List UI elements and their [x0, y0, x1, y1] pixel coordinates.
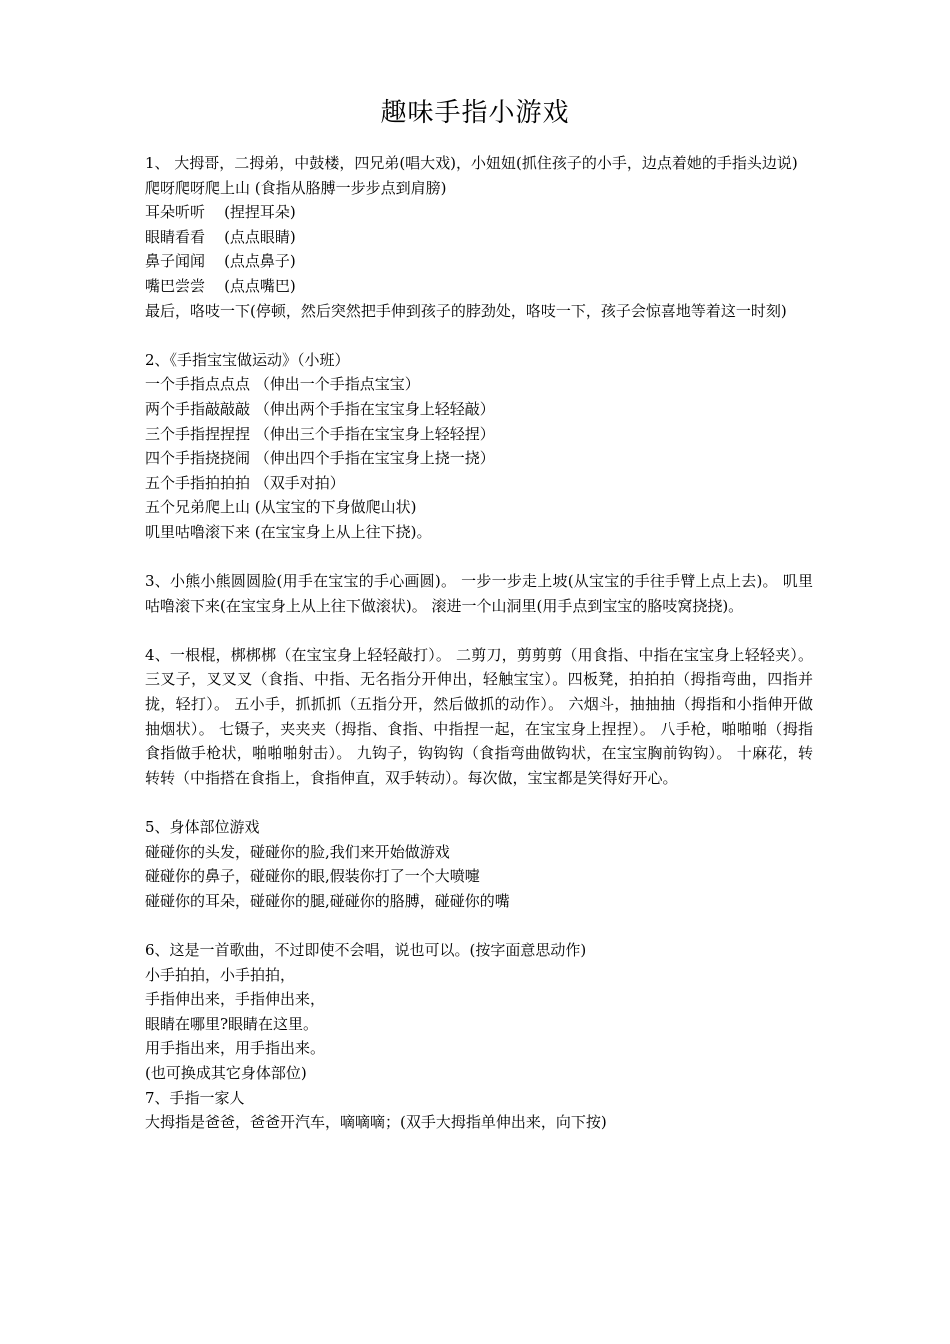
section-3-paragraph: 3、小熊小熊圆圆脸(用手在宝宝的手心画圆)。 一步一步走上坡(从宝宝的手往手臂上点上去)。 叽里咕噜滚下来(在宝宝身上从上往下做滚状)。 滚进一个山洞里(用手点到宝宝的胳吱窝挠挠)。 [145, 572, 813, 615]
section-5-line: 碰碰你的鼻子，碰碰你的眼,假装你打了一个大喷嚏 [145, 867, 480, 886]
section-7 [145, 1086, 813, 1135]
section-2-line: 一个手指点点点 （伸出一个手指点宝宝） [145, 375, 420, 394]
section-1-last: 最后，咯吱一下(停顿，然后突然把手伸到孩子的脖劲处，咯吱一下，孩子会惊喜地等着这一时刻) [145, 301, 787, 320]
section-6 [145, 938, 813, 1086]
paragraph-gap [145, 618, 813, 643]
section-7-line: 大拇指是爸爸，爸爸开汽车，嘀嘀嘀；(双手大拇指单伸出来，向下按) [145, 1113, 607, 1132]
section-6-line: 小手拍拍，小手拍拍， [145, 965, 296, 984]
page-title: 趣味手指小游戏 [380, 98, 570, 128]
document-body [145, 151, 813, 1135]
section-1-line: 眼睛看看 (点点眼睛) [145, 227, 296, 246]
section-6-heading: 6、这是一首歌曲，不过即使不会唱，说也可以。(按字面意思动作) [145, 941, 587, 959]
paragraph-gap [145, 545, 813, 570]
paragraph-gap [145, 790, 813, 815]
section-2-line: 五个兄弟爬上山 (从宝宝的下身做爬山状) [145, 498, 417, 517]
section-1-line: 鼻子闻闻 (点点鼻子) [145, 252, 296, 271]
section-2-heading: 2、《手指宝宝做运动》（小班） [145, 350, 350, 369]
section-1-intro: 1、 大拇哥，二拇弟，中鼓楼，四兄弟(唱大戏)，小妞妞(抓住孩子的小手，边点着她的手指头边说) [145, 154, 798, 172]
paragraph-gap [145, 323, 813, 348]
section-2-line: 四个手指挠挠闹 （伸出四个手指在宝宝身上挠一挠） [145, 449, 495, 468]
section-5-line: 碰碰你的耳朵，碰碰你的腿,碰碰你的胳膊，碰碰你的嘴 [145, 891, 510, 910]
section-6-line: (也可换成其它身体部位) [145, 1063, 307, 1082]
section-5 [145, 815, 813, 913]
section-2-line: 三个手指捏捏捏 （伸出三个手指在宝宝身上轻轻捏） [145, 424, 495, 443]
section-2-line: 两个手指敲敲敲 （伸出两个手指在宝宝身上轻轻敲） [145, 399, 495, 418]
section-4-paragraph: 4、一根棍，梆梆梆（在宝宝身上轻轻敲打）。 二剪刀，剪剪剪（用食指、中指在宝宝身上轻轻夹）。 三叉子，叉叉叉（食指、中指、无名指分开伸出，轻触宝宝）。四板凳，拍拍拍（拇指弯曲，四指并拢，轻打）。 五小手，抓抓抓（五指分开，然后做抓的动作）。 六烟斗，抽抽抽（拇指和小指伸开做抽烟状）。 七镊子，夹夹夹（拇指、食指、中指捏一起，在宝宝身上捏捏）。 八手枪，啪啪啪（拇指食指做手枪状，啪啪啪射击）。 九钩子，钩钩钩（食指弯曲做钩状，在宝宝胸前钩钩）。 十麻花，转转转（中指搭在食指上，食指伸直，双手转动）。每次做，宝宝都是笑得好开心。 [145, 645, 813, 787]
section-6-line: 手指伸出来，手指伸出来， [145, 990, 326, 1009]
section-1-line: 爬呀爬呀爬上山 (食指从胳膊一步步点到肩膀) [145, 178, 447, 197]
section-2 [145, 348, 813, 545]
section-1 [145, 151, 813, 323]
section-1-line: 耳朵听听 (捏捏耳朵) [145, 203, 296, 222]
section-3 [145, 569, 813, 618]
section-5-heading: 5、身体部位游戏 [145, 818, 260, 837]
paragraph-gap [145, 913, 813, 938]
section-5-line: 碰碰你的头发，碰碰你的脸,我们来开始做游戏 [145, 842, 450, 861]
section-6-line: 用手指出来，用手指出来。 [145, 1039, 326, 1058]
section-7-heading: 7、手指一家人 [145, 1088, 245, 1107]
section-2-line: 五个手指拍拍拍 （双手对拍） [145, 473, 345, 492]
section-1-line: 嘴巴尝尝 (点点嘴巴) [145, 276, 296, 295]
section-2-line: 叽里咕噜滚下来 (在宝宝身上从上往下挠)。 [145, 522, 432, 541]
section-4 [145, 643, 813, 791]
section-6-line: 眼睛在哪里?眼睛在这里。 [145, 1014, 319, 1033]
